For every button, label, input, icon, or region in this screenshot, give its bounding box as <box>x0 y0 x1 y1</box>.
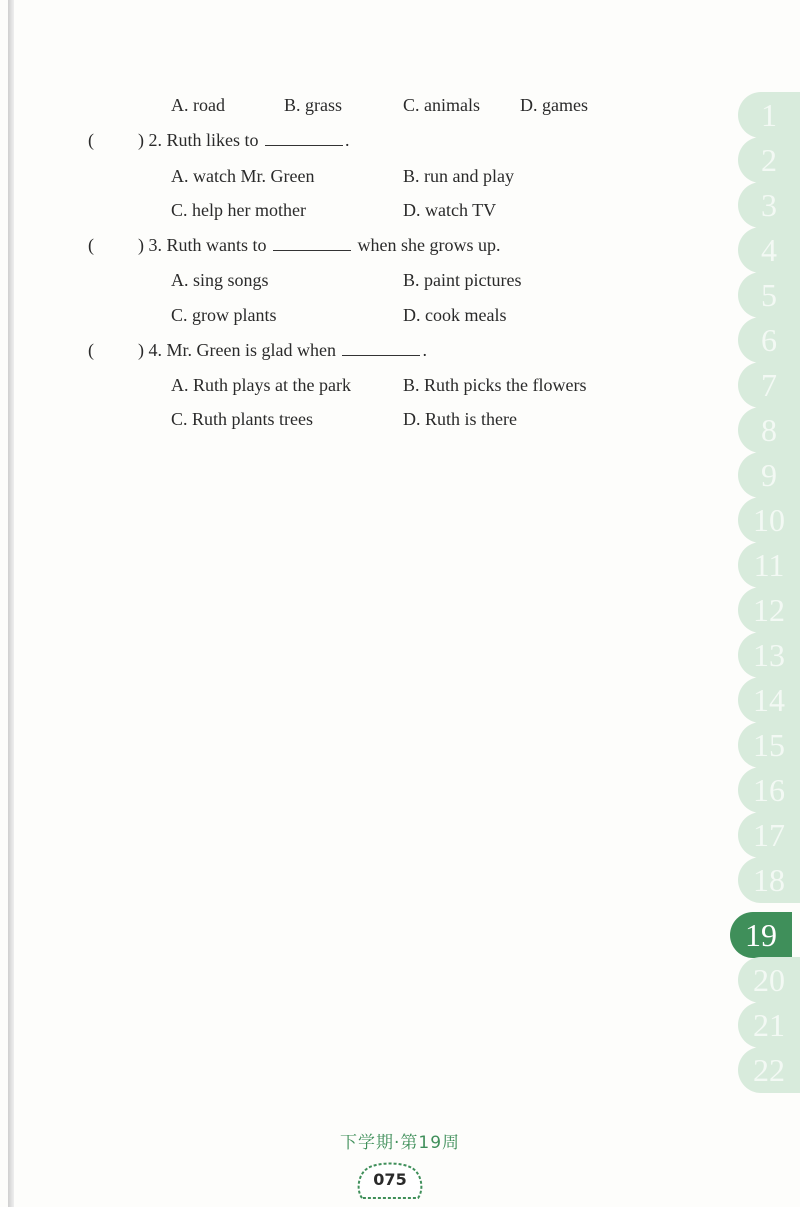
q2-option-b: B. run and play <box>403 166 514 186</box>
q2-option-c: C. help her mother <box>171 200 306 220</box>
week-tab-12[interactable]: 12 <box>738 587 800 633</box>
week-tab-7[interactable]: 7 <box>738 362 800 408</box>
week-tab-10[interactable]: 10 <box>738 497 800 543</box>
page-number: 075 <box>373 1170 407 1189</box>
week-tab-17[interactable]: 17 <box>738 812 800 858</box>
week-tab-16[interactable]: 16 <box>738 767 800 813</box>
week-tab-14[interactable]: 14 <box>738 677 800 723</box>
q2-option-d: D. watch TV <box>403 200 497 220</box>
q2-stem-text: ) 2. Ruth likes to <box>138 130 259 150</box>
week-tab-18[interactable]: 18 <box>738 857 800 903</box>
q3-option-a: A. sing songs <box>171 270 269 290</box>
q3-stem <box>138 234 500 256</box>
week-tab-20[interactable]: 20 <box>738 957 800 1003</box>
q3-answer-paren[interactable]: ( <box>88 235 94 255</box>
q3-option-b: B. paint pictures <box>403 270 522 290</box>
q3-blank[interactable] <box>273 234 351 251</box>
week-tab-9[interactable]: 9 <box>738 452 800 498</box>
q2-answer-paren[interactable]: ( <box>88 130 94 150</box>
q4-stem-text: ) 4. Mr. Green is glad when <box>138 340 336 360</box>
page-number-badge <box>354 1160 426 1200</box>
q4-option-d: D. Ruth is there <box>403 409 517 429</box>
week-tab-13[interactable]: 13 <box>738 632 800 678</box>
week-tab-1[interactable]: 1 <box>738 92 800 138</box>
q1-option-a: A. road <box>171 95 225 115</box>
q1-option-b: B. grass <box>284 95 342 115</box>
week-tab-3[interactable]: 3 <box>738 182 800 228</box>
week-tab-21[interactable]: 21 <box>738 1002 800 1048</box>
week-tab-4[interactable]: 4 <box>738 227 800 273</box>
q4-stem <box>138 339 427 361</box>
week-tab-5[interactable]: 5 <box>738 272 800 318</box>
week-tab-15[interactable]: 15 <box>738 722 800 768</box>
week-tab-6[interactable]: 6 <box>738 317 800 363</box>
week-tab-2[interactable]: 2 <box>738 137 800 183</box>
q4-stem-end: . <box>422 340 427 360</box>
q4-option-a: A. Ruth plays at the park <box>171 375 351 395</box>
week-tab-strip <box>738 92 800 1092</box>
q2-option-a: A. watch Mr. Green <box>171 166 315 186</box>
q2-stem-end: . <box>345 130 350 150</box>
q4-option-c: C. Ruth plants trees <box>171 409 313 429</box>
week-tab-11[interactable]: 11 <box>738 542 800 588</box>
q3-option-c: C. grow plants <box>171 305 277 325</box>
q3-stem-end: when she grows up. <box>357 235 501 255</box>
book-spine <box>8 0 14 1207</box>
week-tab-8[interactable]: 8 <box>738 407 800 453</box>
q3-option-d: D. cook meals <box>403 305 507 325</box>
q4-answer-paren[interactable]: ( <box>88 340 94 360</box>
week-tab-19-active[interactable]: 19 <box>730 912 792 958</box>
q3-stem-text: ) 3. Ruth wants to <box>138 235 267 255</box>
q2-blank[interactable] <box>265 129 343 146</box>
q1-option-c: C. animals <box>403 95 480 115</box>
q2-stem <box>138 129 350 151</box>
week-tab-22[interactable]: 22 <box>738 1047 800 1093</box>
q4-blank[interactable] <box>342 339 420 356</box>
q4-option-b: B. Ruth picks the flowers <box>403 375 587 395</box>
q1-option-d: D. games <box>520 95 588 115</box>
footer-week-title: 下学期·第19周 <box>339 1133 461 1153</box>
